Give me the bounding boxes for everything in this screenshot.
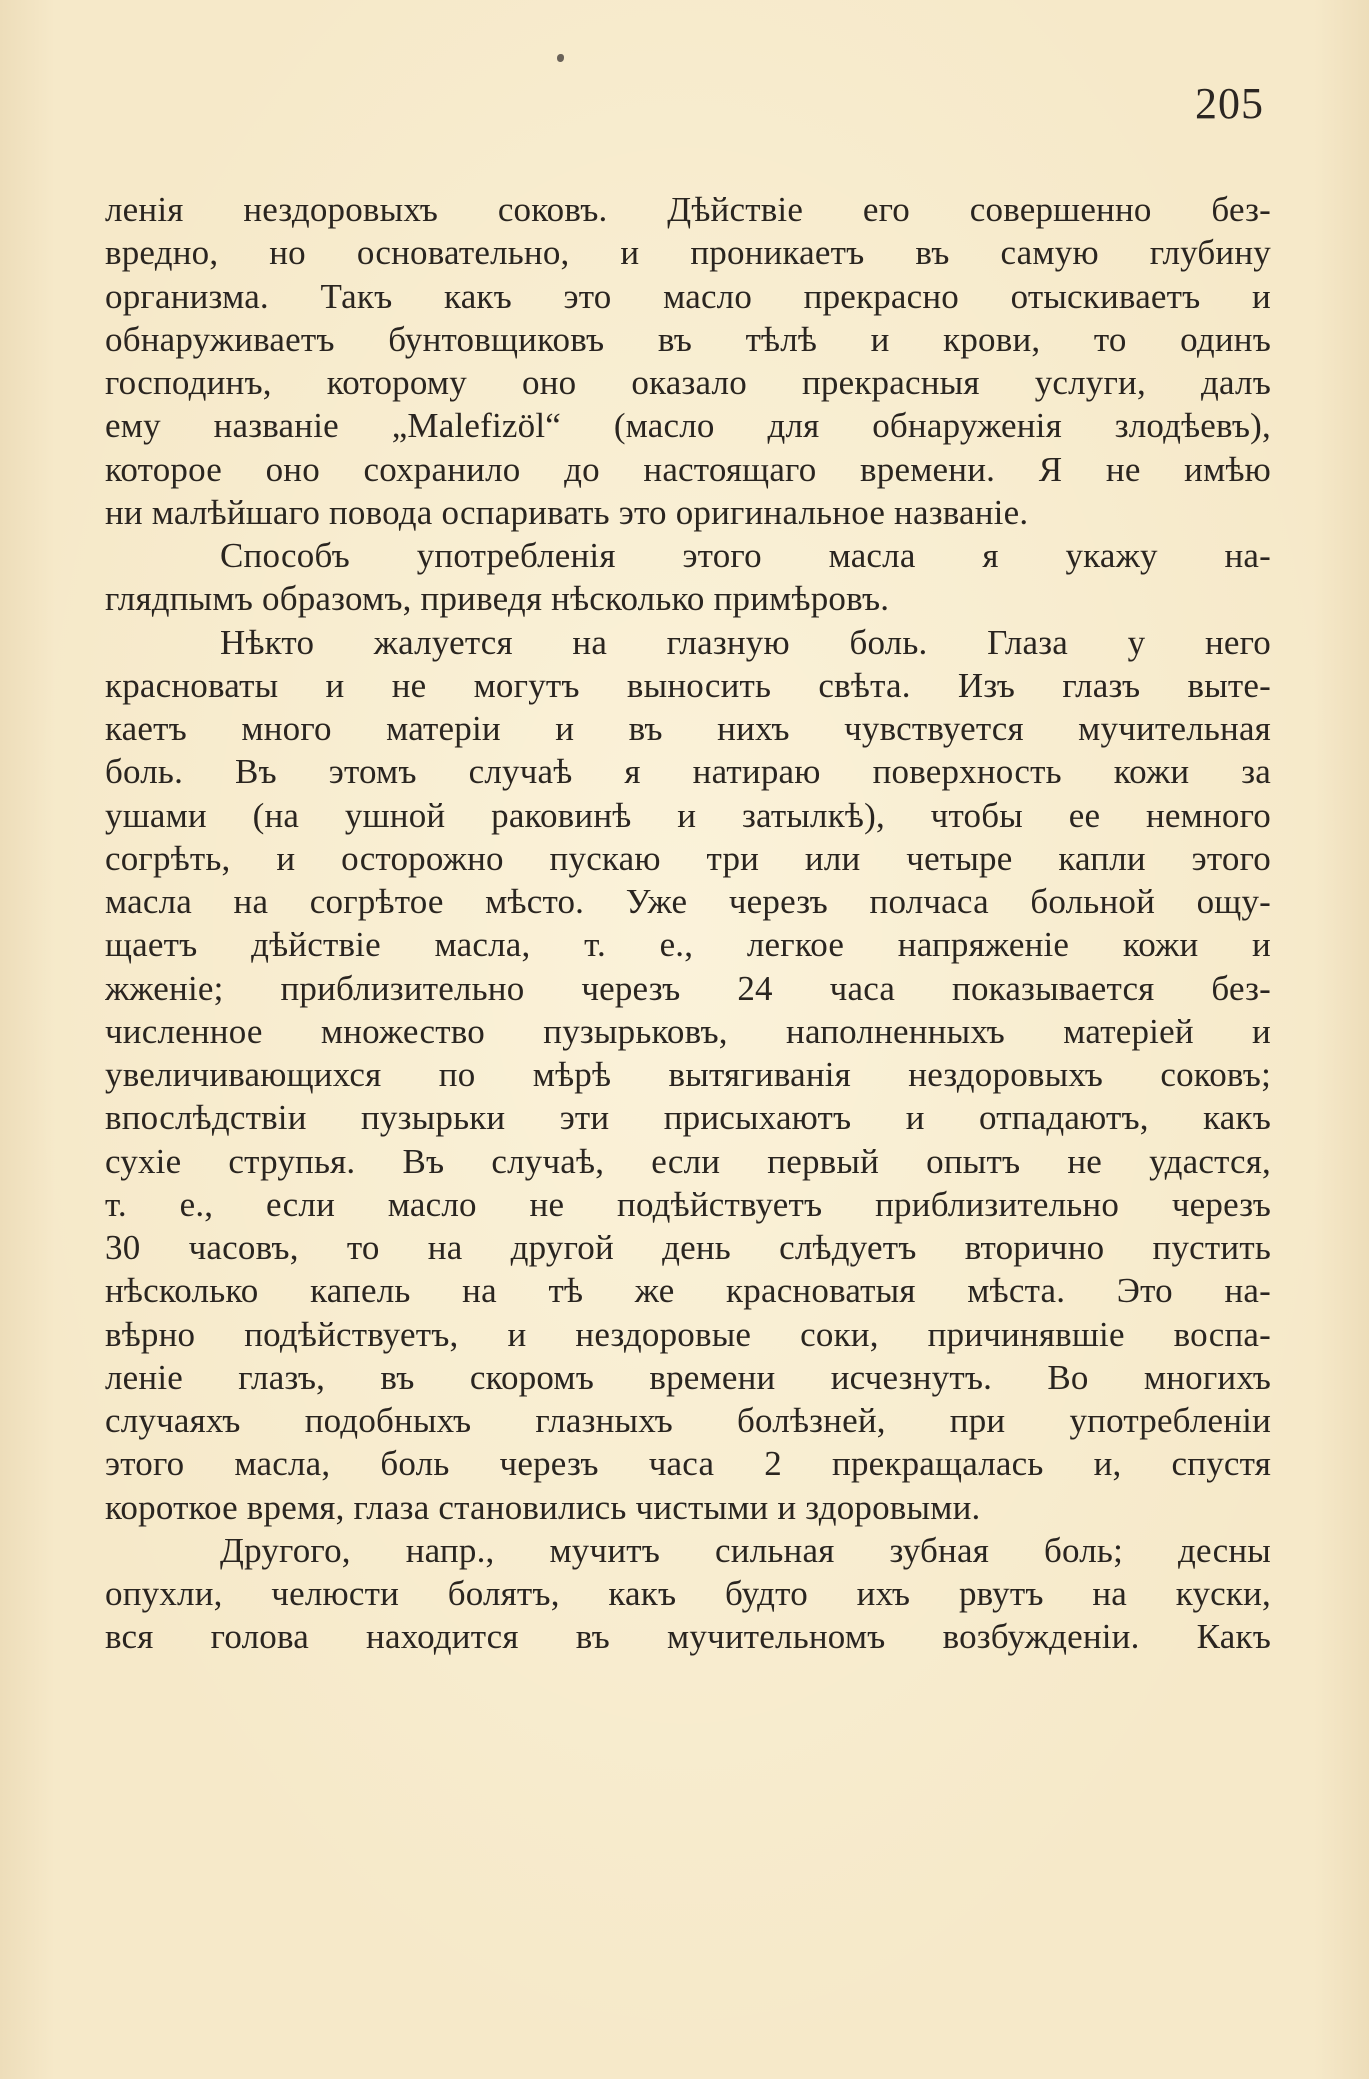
text-line: нѣсколько капель на тѣ же красноватыя мѣста. Это на-: [105, 1271, 1271, 1311]
page-number: 205: [1195, 79, 1264, 128]
text-line: вся голова находится въ мучительномъ возбужденіи. Какъ: [105, 1617, 1271, 1657]
ink-speck: [557, 54, 564, 62]
text-line: этого масла, боль черезъ часа 2 прекращалась и, спустя: [105, 1444, 1271, 1484]
text-line: щаетъ дѣйствіе масла, т. е., легкое напряженіе кожи и: [105, 925, 1271, 965]
text-line: организма. Такъ какъ это масло прекрасно отыскиваетъ и: [105, 276, 1271, 316]
text-line: глядпымъ образомъ, приведя нѣсколько примѣровъ.: [105, 579, 890, 619]
text-line: ленія нездоровыхъ соковъ. Дѣйствіе его совершенно без-: [105, 190, 1271, 229]
text-line: случаяхъ подобныхъ глазныхъ болѣзней, при употребленіи: [105, 1401, 1271, 1440]
text-line: ни малѣйшаго повода оспаривать это оригинальное названіе.: [105, 492, 1029, 532]
text-line: т. е., если масло не подѣйствуетъ приблизительно черезъ: [105, 1184, 1271, 1224]
text-line: сухіе струпья. Въ случаѣ, если первый опытъ не удастся,: [105, 1141, 1271, 1181]
text-line: короткое время, глаза становились чистыми и здоровыми.: [105, 1487, 981, 1527]
text-line: ушами (на ушной раковинѣ и затылкѣ), чтобы ее немного: [105, 795, 1271, 835]
text-line: жженіе; приблизительно черезъ 24 часа показывается без-: [105, 968, 1271, 1008]
text-line: Нѣкто жалуется на глазную боль. Глаза у него: [220, 622, 1271, 662]
text-line: вѣрно подѣйствуетъ, и нездоровые соки, причинявшіе воспа-: [105, 1314, 1271, 1354]
text-line: боль. Въ этомъ случаѣ я натираю поверхность кожи за: [105, 752, 1271, 792]
text-line: опухли, челюсти болятъ, какъ будто ихъ рвутъ на куски,: [105, 1574, 1271, 1613]
text-line: обнаруживаетъ бунтовщиковъ въ тѣлѣ и крови, то одинъ: [105, 319, 1271, 359]
text-line: впослѣдствіи пузырьки эти присыхаютъ и отпадаютъ, какъ: [105, 1098, 1271, 1138]
text-line: красноваты и не могутъ выносить свѣта. Изъ глазъ выте-: [105, 665, 1271, 705]
text-line: вредно, но основательно, и проникаетъ въ самую глубину: [105, 233, 1271, 273]
text-line: согрѣть, и осторожно пускаю три или четыре капли этого: [105, 838, 1271, 878]
text-line: леніе глазъ, въ скоромъ времени исчезнутъ. Во многихъ: [105, 1357, 1271, 1397]
text-line: масла на согрѣтое мѣсто. Уже черезъ полчаса больной ощу-: [105, 882, 1271, 921]
text-line: увеличивающихся по мѣрѣ вытягиванія нездоровыхъ соковъ;: [105, 1055, 1271, 1094]
text-line: Способъ употребленія этого масла я укажу на-: [220, 536, 1271, 575]
text-line: численное множество пузырьковъ, наполненныхъ матеріей и: [105, 1011, 1271, 1051]
text-line: господинъ, которому оно оказало прекрасныя услуги, далъ: [105, 363, 1271, 402]
text-line: 30 часовъ, то на другой день слѣдуетъ вторично пустить: [105, 1228, 1271, 1267]
text-line: которое оно сохранило до настоящаго времени. Я не имѣю: [105, 449, 1271, 489]
text-body: [105, 188, 1271, 1659]
text-line: каетъ много матеріи и въ нихъ чувствуется мучительная: [105, 709, 1271, 748]
text-line: Другого, напр., мучитъ сильная зубная боль; десны: [220, 1530, 1271, 1570]
text-line: ему названіе „Malefizöl“ (масло для обнаруженія злодѣевъ),: [105, 406, 1271, 446]
